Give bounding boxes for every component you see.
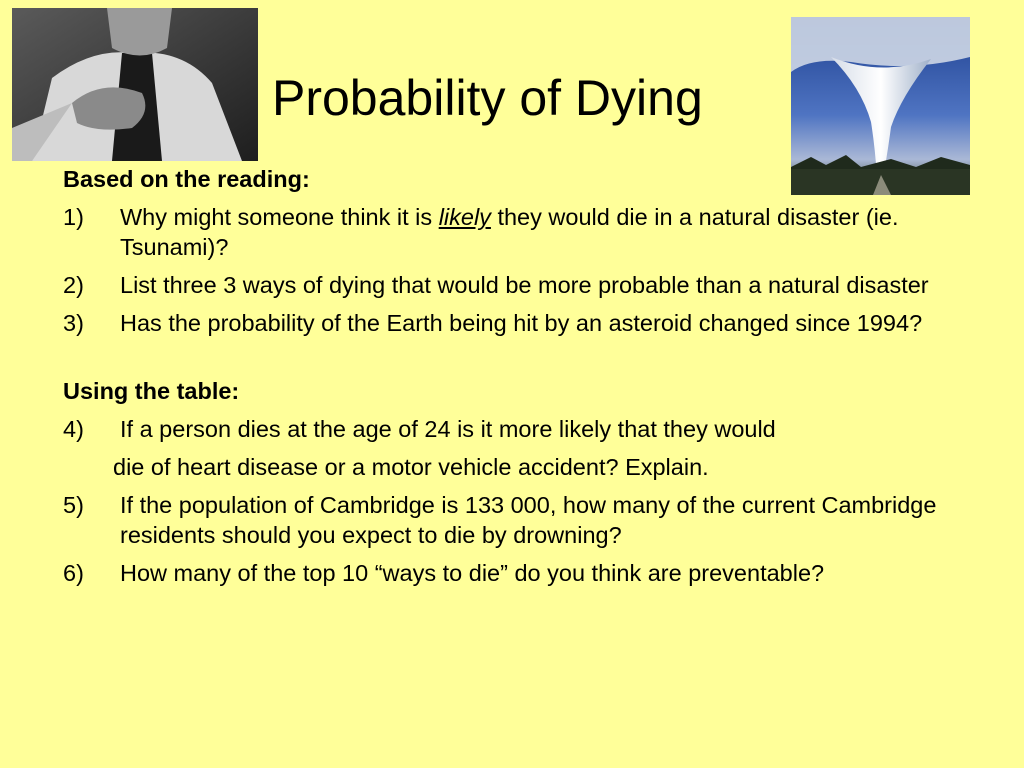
question-text: Has the probability of the Earth being hit by an asteroid changed since 1994? xyxy=(120,310,923,336)
question-continuation: die of heart disease or a motor vehicle accident? Explain. xyxy=(113,454,709,480)
section-heading-reading: Based on the reading: xyxy=(63,166,310,192)
man-clutching-chest-photo xyxy=(12,8,258,161)
question-text: If the population of Cambridge is 133 000, how many of the current Cambridge residents should you expect to die by drowning? xyxy=(120,492,937,548)
slide-title: Probability of Dying xyxy=(272,70,703,126)
question-number: 2) xyxy=(63,272,84,298)
question-item-4 xyxy=(63,414,963,444)
question-text: If a person dies at the age of 24 is it more likely that they would xyxy=(120,416,776,442)
question-text-part: they would die in a natural disaster (ie. Tsunami)? xyxy=(120,204,899,260)
question-text xyxy=(120,202,963,262)
question-item-3 xyxy=(63,308,963,338)
question-text-part: Why might someone think it is xyxy=(120,204,439,230)
question-item-1 xyxy=(63,202,963,262)
question-text: How many of the top 10 “ways to die” do you think are preventable? xyxy=(120,560,825,586)
question-number: 6) xyxy=(63,560,84,586)
question-number: 1) xyxy=(63,204,84,230)
question-text: List three 3 ways of dying that would be more probable than a natural disaster xyxy=(120,272,929,298)
question-item-6 xyxy=(63,558,963,588)
question-number: 3) xyxy=(63,310,84,336)
question-number: 5) xyxy=(63,492,84,518)
emphasized-word: likely xyxy=(438,204,491,230)
slide-body xyxy=(63,164,963,596)
question-number: 4) xyxy=(63,416,84,442)
question-item-5 xyxy=(63,490,963,550)
question-item-2 xyxy=(63,270,963,300)
section-heading-table: Using the table: xyxy=(63,378,240,404)
